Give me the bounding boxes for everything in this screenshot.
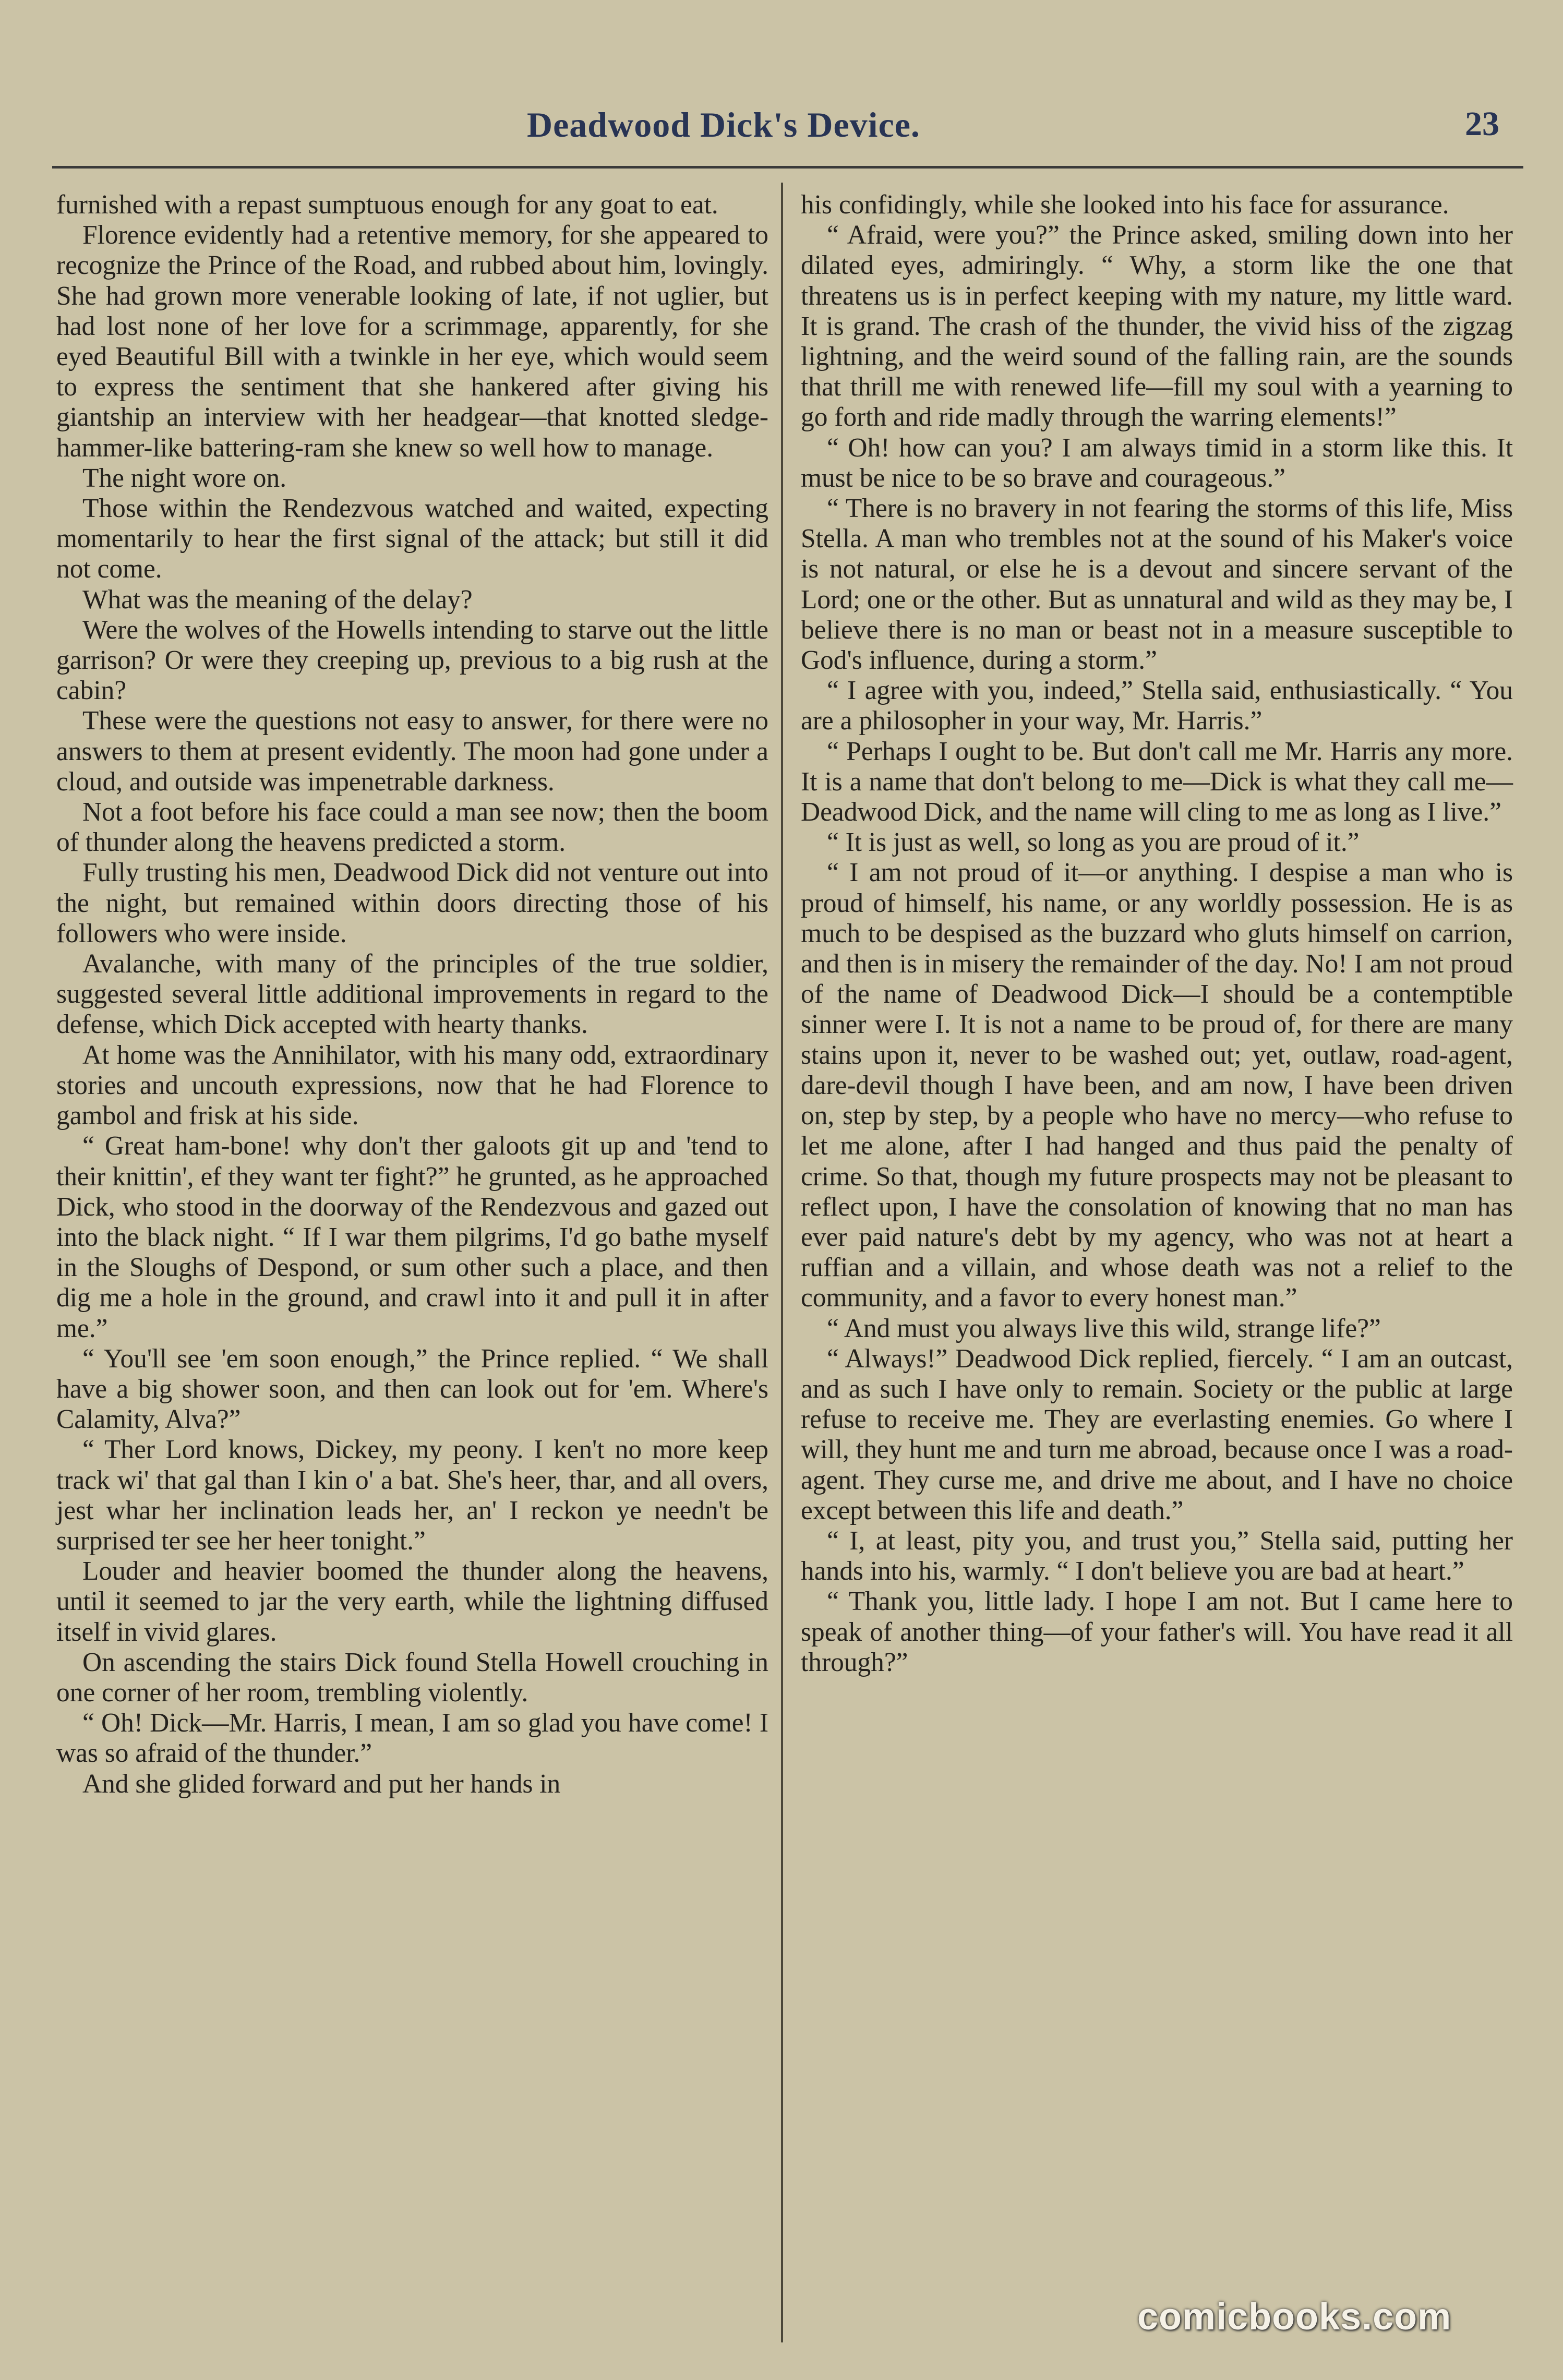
paragraph: Fully trusting his men, Deadwood Dick did not venture out into the night, but remained within doors directing those of his followers who were inside. — [56, 858, 768, 948]
paragraph: Were the wolves of the Howells intending to starve out the little garrison? Or were they creeping up, previous to a big rush at the cabin? — [56, 615, 768, 706]
left-column — [56, 190, 768, 1799]
paragraph: “ Great ham-bone! why don't ther galoots git up and 'tend to their knittin', ef they want ter fight?” he grunted, as he approached Dick, who stood in the doorway of the Rendezvous and gazed out into the black night. “ If I war them pilgrims, I'd go bathe myself in the Sloughs of Despond, or sum other such a place, and then dig me a hole in the ground, and crawl into it and pull it in after me.” — [56, 1131, 768, 1343]
paragraph: “ You'll see 'em soon enough,” the Prince replied. “ We shall have a big shower soon, and then can look out for 'em. Where's Calamity, Alva?” — [56, 1343, 768, 1435]
paragraph: On ascending the stairs Dick found Stella Howell crouching in one corner of her room, trembling violently. — [56, 1647, 768, 1708]
paragraph: At home was the Annihilator, with his many odd, extraordinary stories and uncouth expressions, now that he had Florence to gambol and frisk at his side. — [56, 1040, 768, 1131]
paragraph: Those within the Rendezvous watched and waited, expecting momentarily to hear the first signal of the attack; but still it did not come. — [56, 494, 768, 584]
paragraph: “ It is just as well, so long as you are proud of it.” — [827, 827, 1360, 858]
paragraph: “ Ther Lord knows, Dickey, my peony. I ken't no more keep track wi' that gal than I kin o' a bat. She's heer, thar, and all overs, jest whar her inclination leads her, an' I reckon ye needn't be surprised ter see her heer tonight.” — [56, 1435, 768, 1556]
paragraph: “ Afraid, were you?” the Prince asked, smiling down into her dilated eyes, admiringly. “ Why, a storm like the one that threatens us is in perfect keeping with my nature, my little ward. It is grand. The crash of the thunder, the vivid hiss of the zigzag lightning, and the weird sound of the falling rain, are the sounds that thrill me with renewed life—fill my soul with a yearning to go forth and ride madly through the warring elements!” — [801, 220, 1513, 432]
header-rule — [52, 166, 1523, 169]
paragraph: What was the meaning of the delay? — [82, 584, 473, 615]
paragraph: And she glided forward and put her hands in — [82, 1769, 561, 1799]
paragraph: “ I am not proud of it—or anything. I despise a man who is proud of himself, his name, or any worldly possession. He is as much to be despised as the buzzard who gluts himself on carrion, and then is in misery the remainder of the day. No! I am not proud of the name of Deadwood Dick—I should be a contemptible sinner were I. It is not a name to be proud of, for there are many stains upon it, never to be washed out; yet, outlaw, road-agent, dare-devil though I have been, and am now, I have been driven on, step by step, by a people who have no mercy—who refuse to let me alone, after I had hanged and thus paid the penalty of crime. So that, though my future prospects may not be pleasant to reflect upon, I have the consolation of knowing that no man has ever paid nature's debt by my agency, who was not at heart a ruffian and a villain, and whose death was not a relief to the community, and a favor to every honest man.” — [801, 858, 1513, 1313]
paragraph: “ And must you always live this wild, strange life?” — [827, 1313, 1381, 1343]
right-column — [801, 190, 1513, 1678]
column-divider — [781, 183, 783, 2342]
paragraph: “ Perhaps I ought to be. But don't call me Mr. Harris any more. It is a name that don't belong to me—Dick is what they call me—Deadwood Dick, and the name will cling to me as long as I live.” — [801, 736, 1513, 827]
paragraph: Louder and heavier boomed the thunder along the heavens, until it seemed to jar the very earth, while the lightning diffused itself in vivid glares. — [56, 1556, 768, 1647]
paragraph: “ Oh! Dick—Mr. Harris, I mean, I am so glad you have come! I was so afraid of the thunder.” — [56, 1708, 768, 1769]
paragraph: furnished with a repast sumptuous enough for any goat to eat. — [56, 190, 718, 220]
watermark: comicbooks.com — [1137, 2296, 1452, 2338]
paragraph: “ There is no bravery in not fearing the storms of this life, Miss Stella. A man who trembles not at the sound of his Maker's voice is not natural, or else he is a devout and sincere servant of the Lord; one or the other. But as unnatural and wild as they may be, I believe there is no man or beast not in a measure susceptible to God's influence, during a storm.” — [801, 494, 1513, 676]
paragraph: “ Thank you, little lady. I hope I am not. But I came here to speak of another thing—of your father's will. You have read it all through?” — [801, 1586, 1513, 1677]
paragraph: The night wore on. — [82, 463, 287, 493]
paragraph: These were the questions not easy to answer, for there were no answers to them at present evidently. The moon had gone under a cloud, and outside was impenetrable darkness. — [56, 706, 768, 797]
paragraph: Avalanche, with many of the principles of the true soldier, suggested several little additional improvements in regard to the defense, which Dick accepted with hearty thanks. — [56, 949, 768, 1040]
paragraph: “ I, at least, pity you, and trust you,” Stella said, putting her hands into his, warmly. “ I don't believe you are bad at heart.” — [801, 1525, 1513, 1586]
paragraph: “ I agree with you, indeed,” Stella said, enthusiastically. “ You are a philosopher in your way, Mr. Harris.” — [801, 676, 1513, 736]
paragraph: Florence evidently had a retentive memory, for she appeared to recognize the Prince of the Road, and rubbed about him, lovingly. She had grown more venerable looking of late, if not uglier, but had lost none of her love for a scrimmage, apparently, for she eyed Beautiful Bill with a twinkle in her eye, which would seem to express the sentiment that she hankered after giving his giantship an interview with her headgear—that knotted sledge-hammer-like battering-ram she knew so well how to manage. — [56, 220, 768, 463]
paragraph: “ Always!” Deadwood Dick replied, fiercely. “ I am an outcast, and as such I have only to remain. Society or the public at large refuse to receive me. They are everlasting enemies. Go where I will, they hunt me and turn me abroad, because once I was a road-agent. They curse me, and drive me about, and I have no choice except between this life and death.” — [801, 1343, 1513, 1525]
paragraph: Not a foot before his face could a man see now; then the boom of thunder along the heavens predicted a storm. — [56, 797, 768, 858]
paragraph: his confidingly, while she looked into his face for assurance. — [801, 190, 1449, 220]
paragraph: “ Oh! how can you? I am always timid in a storm like this. It must be nice to be so brave and courageous.” — [801, 432, 1513, 493]
running-header-title: Deadwood Dick's Device. — [527, 105, 920, 145]
page-number: 23 — [1465, 105, 1499, 143]
